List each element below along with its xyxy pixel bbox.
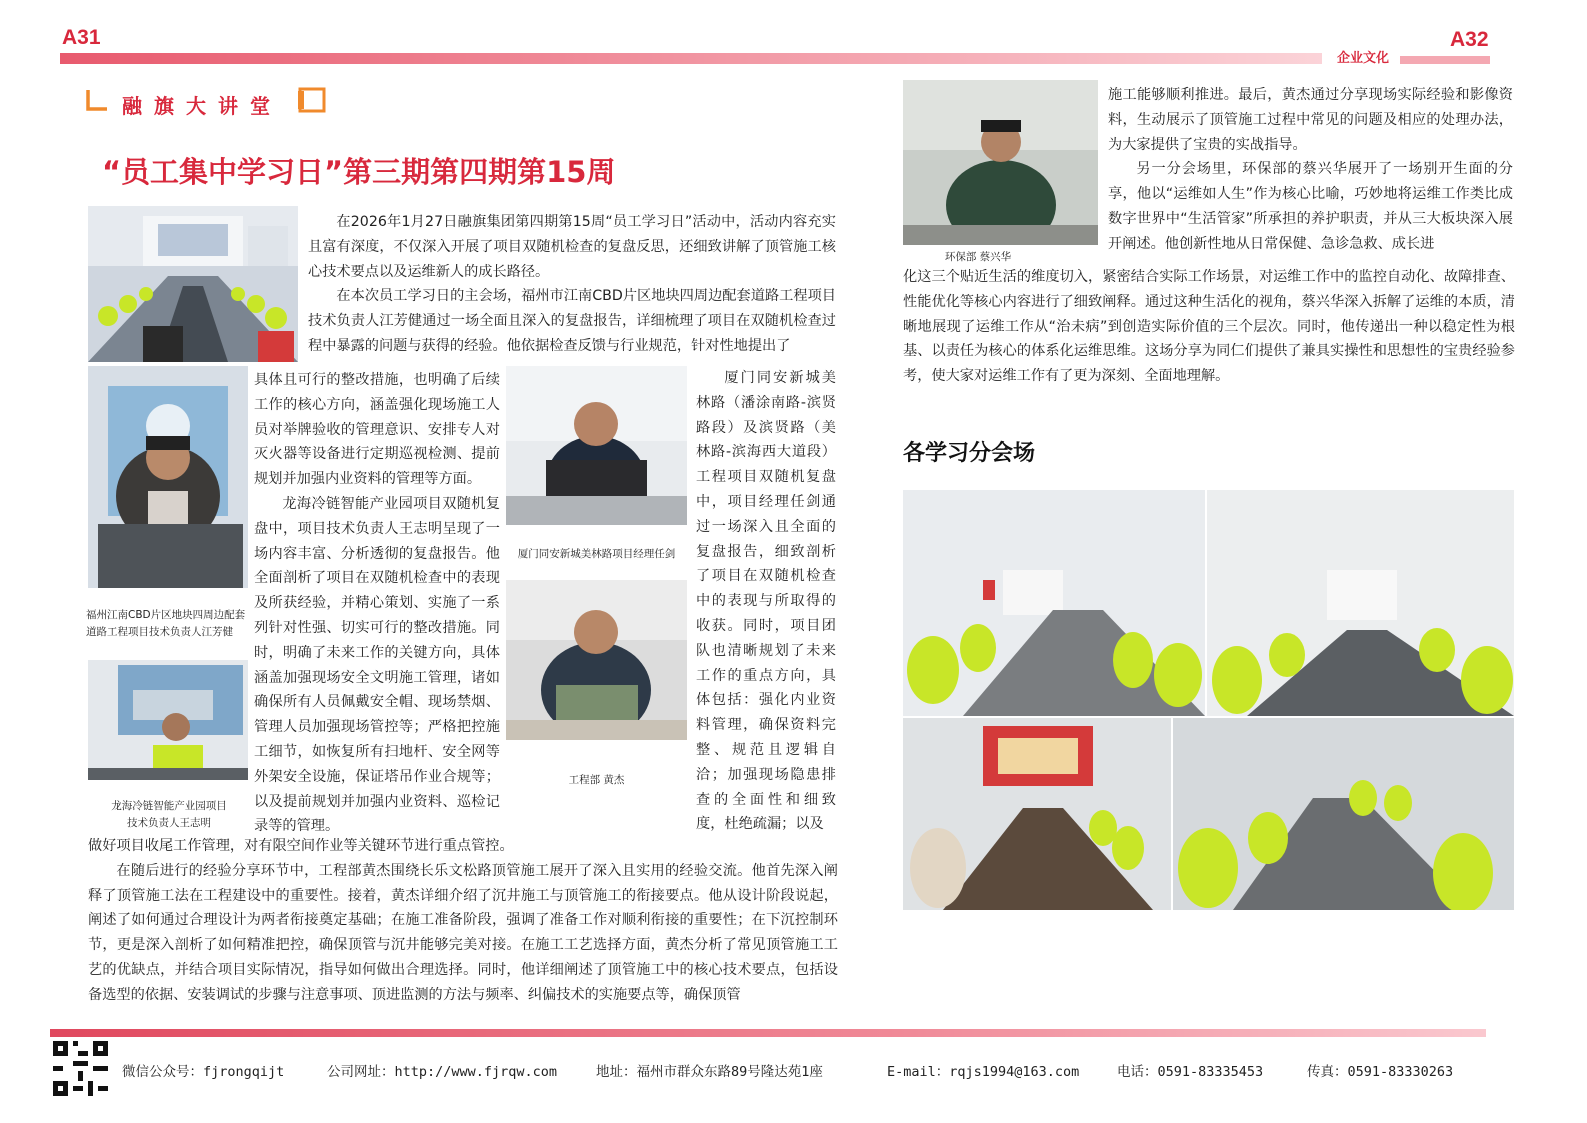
paragraph-lower [88,834,838,1008]
caption-wang [86,798,252,832]
subheading-branch-venues: 各学习分会场 [903,441,1036,466]
column-label: 融旗大讲堂 [122,94,282,118]
paragraph-3: 龙海冷链智能产业园项目双随机复盘中，项目技术负责人王志明呈现了一场内容丰富、分析透彻的复盘报告。他全面剖析了项目在双随机检查中的表现及所获经验，并精心策划、实施了一系列针对性强、切实可行的整改措施。同时，明确了未来工作的关键方向，具体涵盖加强现场安全文明施工管理，诸如确保所有人员佩戴安全帽、现场禁烟、管理人员加强现场管控等；严格把控施工细节，如恢复所有扫地杆、安全网等外架安全设施，保证塔吊作业合规等；以及提前规划并加强内业资料、巡检记录等的管理。 [254,495,500,835]
jiang-portrait-photo [88,366,248,588]
footer-fax: 传真：0591-83330263 [1307,1064,1454,1080]
paragraph-right-bottom [903,265,1515,389]
paragraph-4b: 做好项目收尾工作管理，对有限空间作业等关键环节进行重点管控。 [88,838,514,854]
main-meeting-photo [88,206,298,362]
venue-photo-1 [903,490,1205,716]
paragraph-7b: 化这三个贴近生活的维度切入，紧密结合实际工作场景，对运维工作中的监控自动化、故障排查、性能优化等核心内容进行了细致阐释。通过这种生活化的视角，蔡兴华深入拆解了运维的本质，清晰地展现了运维工作从“治未病”到创造实际价值的三个层次。同时，他传递出一种以稳定性为根基、以责任为核心的体系化运维思维。这场分享为同仁们提供了兼具实操性和思想性的宝贵经验参考，使大家对运维工作有了更为深刻、全面地理解。 [903,269,1515,385]
qr-code-icon [53,1041,108,1096]
footer-wechat: 微信公众号：fjrongqijt [122,1064,285,1080]
paragraph-5: 在随后进行的经验分享环节中，工程部黄杰围绕长乐文松路顶管施工展开了深入且实用的经验交流。他首先深入阐释了顶管施工法在工程建设中的重要性。接着，黄杰详细介绍了沉井施工与顶管施工的衔接要点。他从设计阶段说起，阐述了如何通过合理设计为两者衔接奠定基础；在施工准备阶段，强调了准备工作对顺利衔接的重要性；在下沉控制环节，更是深入剖析了如何精准把控，确保顶管与沉井能够完美对接。在施工工艺选择方面，黄杰分析了常见顶管施工工艺的优缺点，并结合项目实际情况，指导如何做出合理选择。同时，他详细阐述了顶管施工中的核心技术要点，包括设备选型的依据、安装调试的步骤与注意事项、顶进监测的方法与频率、纠偏技术的实施要点等，确保顶管 [88,862,838,1003]
venue-photo-4 [1173,718,1514,910]
frame-icon [298,87,326,113]
caption-ren: 厦门同安新城美林路项目经理任剑 [517,548,676,560]
caption-huang: 工程部 黄杰 [568,774,625,786]
footer-phone: 电话：0591-83335453 [1117,1064,1264,1080]
footer-website[interactable]: 公司网址：http://www.fjrqw.com [327,1064,558,1080]
header-bar-right [1400,56,1490,64]
article-title: “员工集中学习日”第三期第四期第15周 [102,155,616,189]
paragraph-intro [308,210,836,359]
paragraph-4: 厦门同安新城美林路（潘涂南路-滨贤路段）及滨贤路（美林路-滨海西大道段）工程项目双随机复盘中，项目经理任剑通过一场深入且全面的复盘报告，细致剖析了项目在双随机检查中的表现与所取得的收获。同时，项目团队也清晰规划了未来工作的重点方向，具体包括：强化内业资料管理，确保资料完整、规范且逻辑自洽；加强现场隐患排查的全面性和细致度，杜绝疏漏；以及 [696,370,836,833]
paragraph-2b: 具体且可行的整改措施，也明确了后续工作的核心方向，涵盖强化现场施工人员对举牌验收的管理意识、安排专人对灭火器等设备进行定期巡视检测、提前规划并加强内业资料的管理等方面。 [254,372,500,488]
paragraph-ren [696,366,836,837]
page-number-right: A32 [1450,28,1489,51]
section-label: 企业文化 [1337,51,1390,66]
cai-portrait-photo [903,80,1098,245]
venue-photo-2 [1207,490,1514,716]
footer-email[interactable]: E-mail：rqjs1994@163.com [887,1064,1080,1080]
footer-address: 地址：福州市群众东路89号隆达苑1座 [596,1064,823,1080]
huang-portrait-photo [506,580,687,740]
ren-portrait-photo [506,366,687,525]
paragraph-7a: 另一分会场里，环保部的蔡兴华展开了一场别开生面的分享，他以“运维如人生”作为核心比喻，巧妙地将运维工作类比成数字世界中“生活管家”所承担的养护职责，并从三大板块深入展开阐述。他创新性地从日常保健、急诊急救、成长进 [1108,161,1513,252]
header-bar [60,53,1322,64]
paragraph-jiang-cont [254,368,500,839]
paragraph-1: 在2026年1月27日融旗集团第四期第15周“员工学习日”活动中，活动内容充实且富有深度，不仅深入开展了项目双随机检查的复盘反思，还细致讲解了顶管施工核心技术要点以及运维新人的成长路径。 [308,214,836,280]
caption-cai: 环保部 蔡兴华 [944,251,1012,263]
bracket-icon [85,88,109,112]
paragraph-2: 在本次员工学习日的主会场，福州市江南CBD片区地块四周边配套道路工程项目技术负责人江芳健通过一场全面且深入的复盘报告，详细梳理了项目在双随机检查过程中暴露的问题与获得的经验。他依据检查反馈与行业规范，针对性地提出了 [308,288,836,354]
paragraph-6: 施工能够顺利推进。最后，黄杰通过分享现场实际经验和影像资料，生动展示了顶管施工过程中常见的问题及相应的处理办法，为大家提供了宝贵的实战指导。 [1108,87,1513,153]
paragraph-right-top [1108,83,1513,257]
page-number-left: A31 [62,26,101,49]
caption-wang-line1: 龙海冷链智能产业园项目 [111,800,227,812]
caption-wang-line2: 技术负责人王志明 [127,817,211,829]
wang-portrait-photo [88,660,248,780]
footer-bar [50,1029,1486,1037]
venue-photo-3 [903,718,1171,910]
caption-jiang: 福州江南CBD片区地块四周边配套道路工程项目技术负责人江芳健 [86,609,246,638]
